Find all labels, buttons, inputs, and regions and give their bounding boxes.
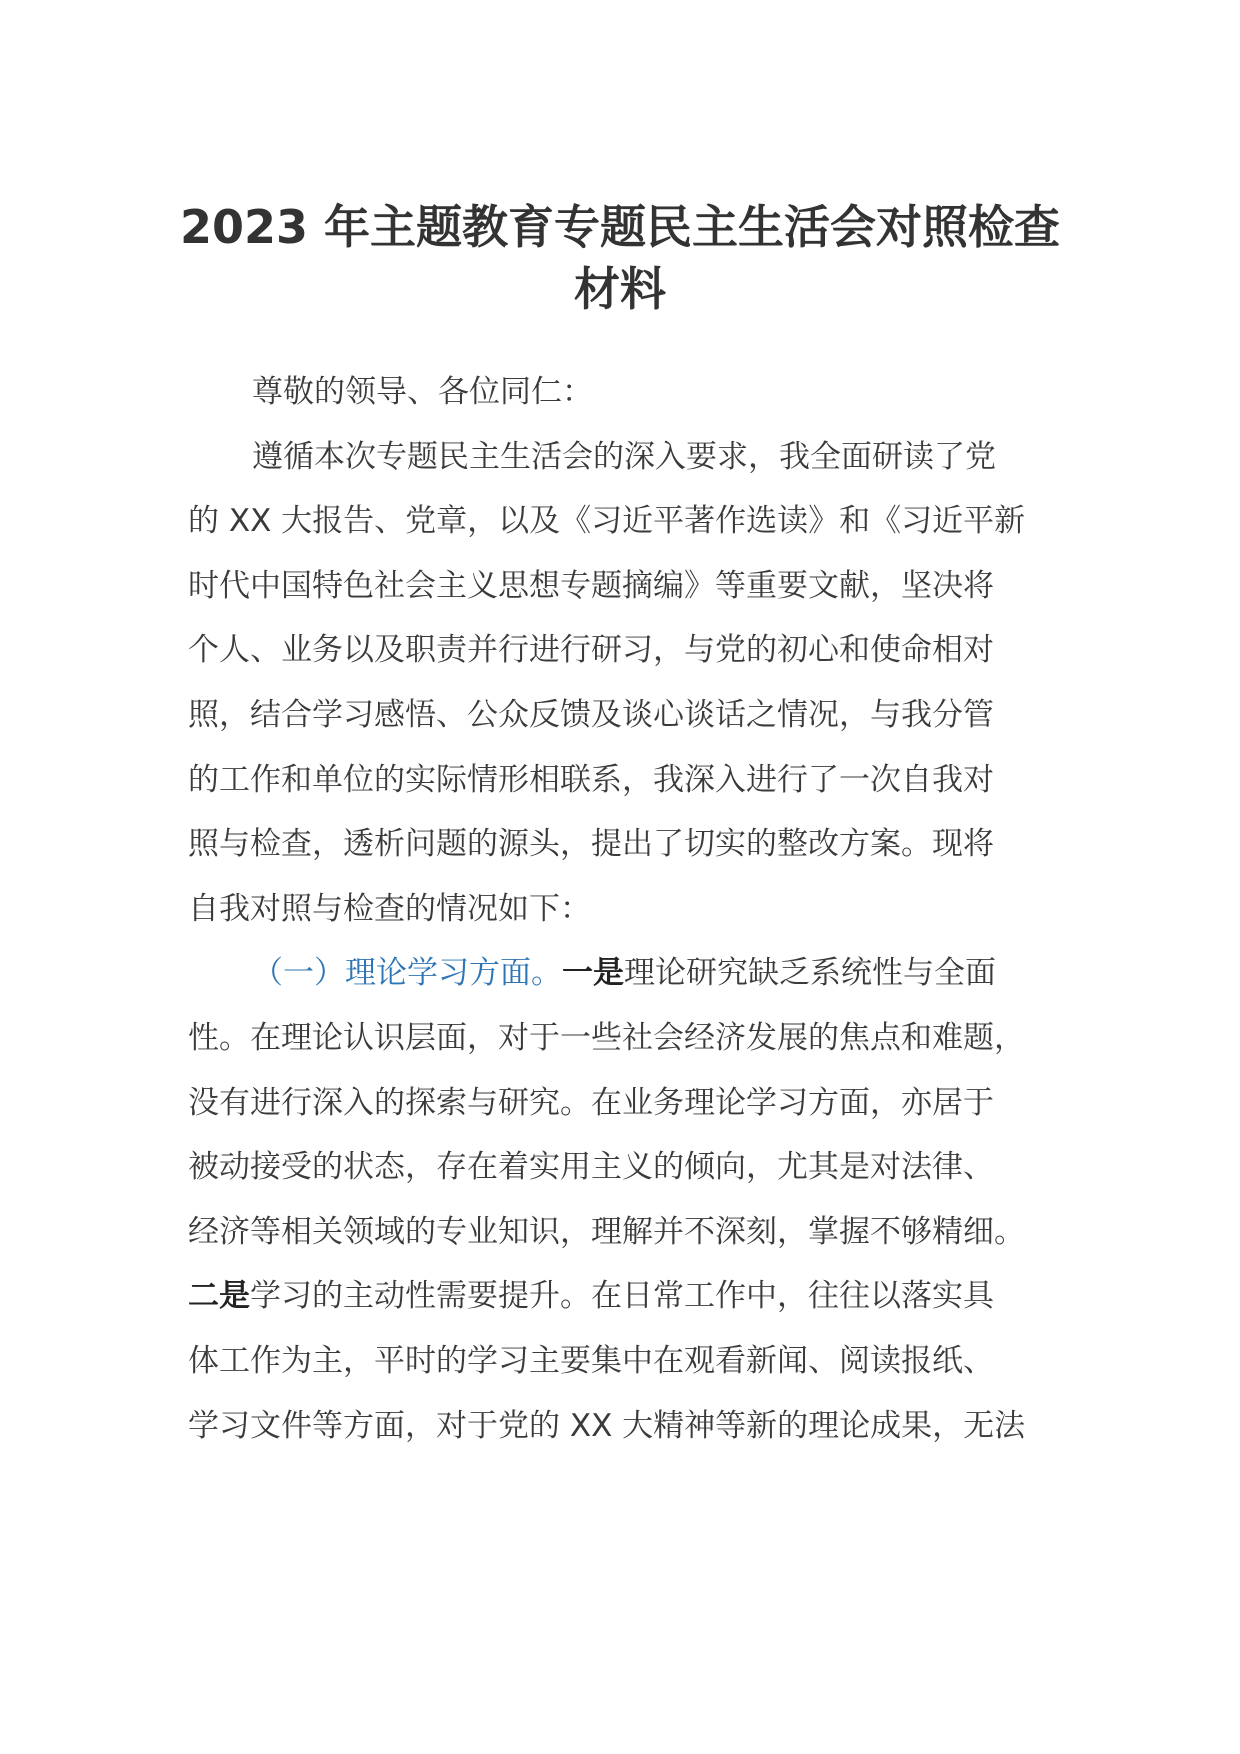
document-body [188, 360, 1058, 1458]
intro-line: 个人、业务以及职责并行进行研习，与党的初心和使命相对 [188, 632, 994, 669]
title-line-2: 材料 [574, 262, 666, 316]
intro-line: 的工作和单位的实际情形相联系，我深入进行了一次自我对 [188, 761, 994, 798]
section-line: 被动接受的状态，存在着实用主义的倾向，尤其是对法律、 [188, 1149, 994, 1186]
intro-line: 时代中国特色社会主义思想专题摘编》等重要文献，坚决将 [188, 567, 994, 604]
intro-line: 照与检查，透析问题的源头，提出了切实的整改方案。现将 [188, 826, 994, 863]
intro-line: 遵循本次专题民主生活会的深入要求，我全面研读了党 [252, 438, 996, 475]
point-label: 二是 [188, 1278, 250, 1315]
section-line: 学习文件等方面，对于党的 XX 大精神等新的理论成果，无法 [188, 1407, 1026, 1444]
document-title [180, 196, 1060, 320]
section-heading: （一）理论学习方面。 [252, 955, 562, 992]
title-line-1: 2023 年主题教育专题民主生活会对照检查 [180, 200, 1061, 254]
section-line: 体工作为主，平时的学习主要集中在观看新闻、阅读报纸、 [188, 1342, 994, 1379]
intro-line: 的 XX 大报告、党章，以及《习近平著作选读》和《习近平新 [188, 503, 1026, 540]
section-line: 没有进行深入的探索与研究。在业务理论学习方面，亦居于 [188, 1084, 994, 1121]
section-line: 经济等相关领域的专业知识，理解并不深刻，掌握不够精细。 [188, 1213, 1025, 1250]
point-text: 理论研究缺乏系统性与全面 [624, 955, 996, 992]
point2-first-line [188, 1264, 1058, 1329]
point-text: 学习的主动性需要提升。在日常工作中，往往以落实具 [250, 1278, 994, 1315]
section-first-line [188, 941, 1058, 1006]
section-line: 性。在理论认识层面，对于一些社会经济发展的焦点和难题， [188, 1019, 1025, 1056]
intro-line: 自我对照与检查的情况如下： [188, 890, 591, 927]
point-label: 一是 [562, 955, 624, 992]
intro-line: 照，结合学习感悟、公众反馈及谈心谈话之情况，与我分管 [188, 696, 994, 733]
salutation: 尊敬的领导、各位同仁： [252, 374, 593, 410]
